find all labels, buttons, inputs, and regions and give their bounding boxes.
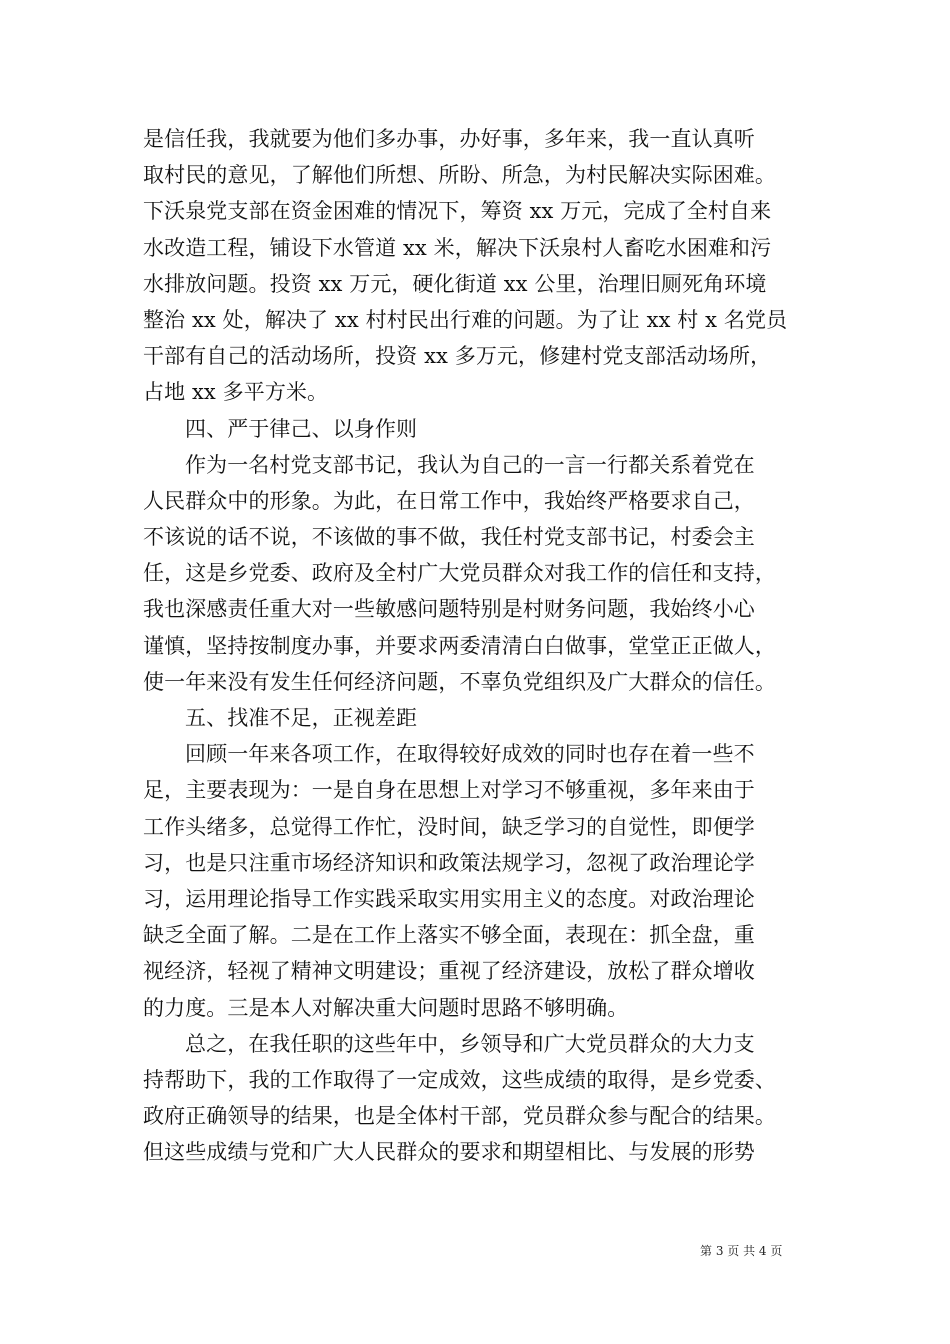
- section-heading: 五、找准不足，正视差距: [185, 706, 418, 730]
- text-line: 人民群众中的形象。为此，在日常工作中，我始终严格要求自己，: [143, 488, 755, 513]
- text-line: 作为一名村党支部书记，我认为自己的一言一行都关系着党在: [185, 452, 755, 477]
- text-line: 水改造工程，铺设下水管道 xx 米，解决下沃泉村人畜吃水困难和污: [143, 235, 772, 260]
- text-line: 视经济，轻视了精神文明建设；重视了经济建设，放松了群众增收: [143, 959, 755, 984]
- text-line: 足，主要表现为：一是自身在思想上对学习不够重视，多年来由于: [143, 778, 755, 803]
- text-line: 习，运用理论指导工作实践采取实用实用主义的态度。对政治理论: [143, 886, 755, 911]
- text-line: 总之，在我任职的这些年中，乡领导和广大党员群众的大力支: [185, 1031, 755, 1056]
- text-line: 但这些成绩与党和广大人民群众的要求和期望相比、与发展的形势: [143, 1140, 755, 1165]
- text-line: 缺乏全面了解。二是在工作上落实不够全面，表现在：抓全盘，重: [143, 923, 755, 948]
- text-line: 持帮助下，我的工作取得了一定成效，这些成绩的取得，是乡党委、: [143, 1067, 776, 1092]
- text-line: 整治 xx 处，解决了 xx 村村民出行难的问题。为了让 xx 村 x 名党员: [143, 307, 788, 332]
- text-line: 使一年来没有发生任何经济问题，不辜负党组织及广大群众的信任。: [143, 669, 776, 694]
- text-line: 的力度。三是本人对解决重大问题时思路不够明确。: [143, 995, 629, 1020]
- text-line: 是信任我，我就要为他们多办事，办好事，多年来，我一直认真听: [143, 127, 755, 151]
- text-line: 任，这是乡党委、政府及全村广大党员群众对我工作的信任和支持，: [143, 561, 776, 586]
- text-line: 干部有自己的活动场所，投资 xx 多万元，修建村党支部活动场所，: [143, 344, 772, 369]
- text-line: 回顾一年来各项工作，在取得较好成效的同时也存在着一些不: [185, 742, 755, 767]
- section-heading: 四、严于律己、以身作则: [185, 416, 418, 441]
- text-line: 工作头绪多，总觉得工作忙，没时间，缺乏学习的自觉性，即便学: [143, 814, 755, 839]
- page-number-footer: 第 3 页 共 4 页: [700, 1244, 783, 1258]
- document-body: [143, 121, 813, 1170]
- text-line: 我也深感责任重大对一些敏感问题特别是村财务问题，我始终小心: [143, 597, 755, 622]
- text-line: 水排放问题。投资 xx 万元，硬化街道 xx 公里，治理旧厕死角环境: [143, 271, 767, 296]
- text-line: 不该说的话不说，不该做的事不做，我任村党支部书记，村委会主: [143, 525, 755, 550]
- text-line: 占地 xx 多平方米。: [143, 380, 329, 405]
- text-line: 取村民的意见，了解他们所想、所盼、所急，为村民解决实际困难。: [143, 163, 776, 188]
- text-line: 谨慎，坚持按制度办事，并要求两委清清白白做事，堂堂正正做人，: [143, 633, 776, 658]
- text-line: 习，也是只注重市场经济知识和政策法规学习，忽视了政治理论学: [143, 850, 755, 875]
- text-line: 政府正确领导的结果，也是全体村干部，党员群众参与配合的结果。: [143, 1104, 776, 1129]
- text-line: 下沃泉党支部在资金困难的情况下，筹资 xx 万元，完成了全村自来: [143, 199, 772, 224]
